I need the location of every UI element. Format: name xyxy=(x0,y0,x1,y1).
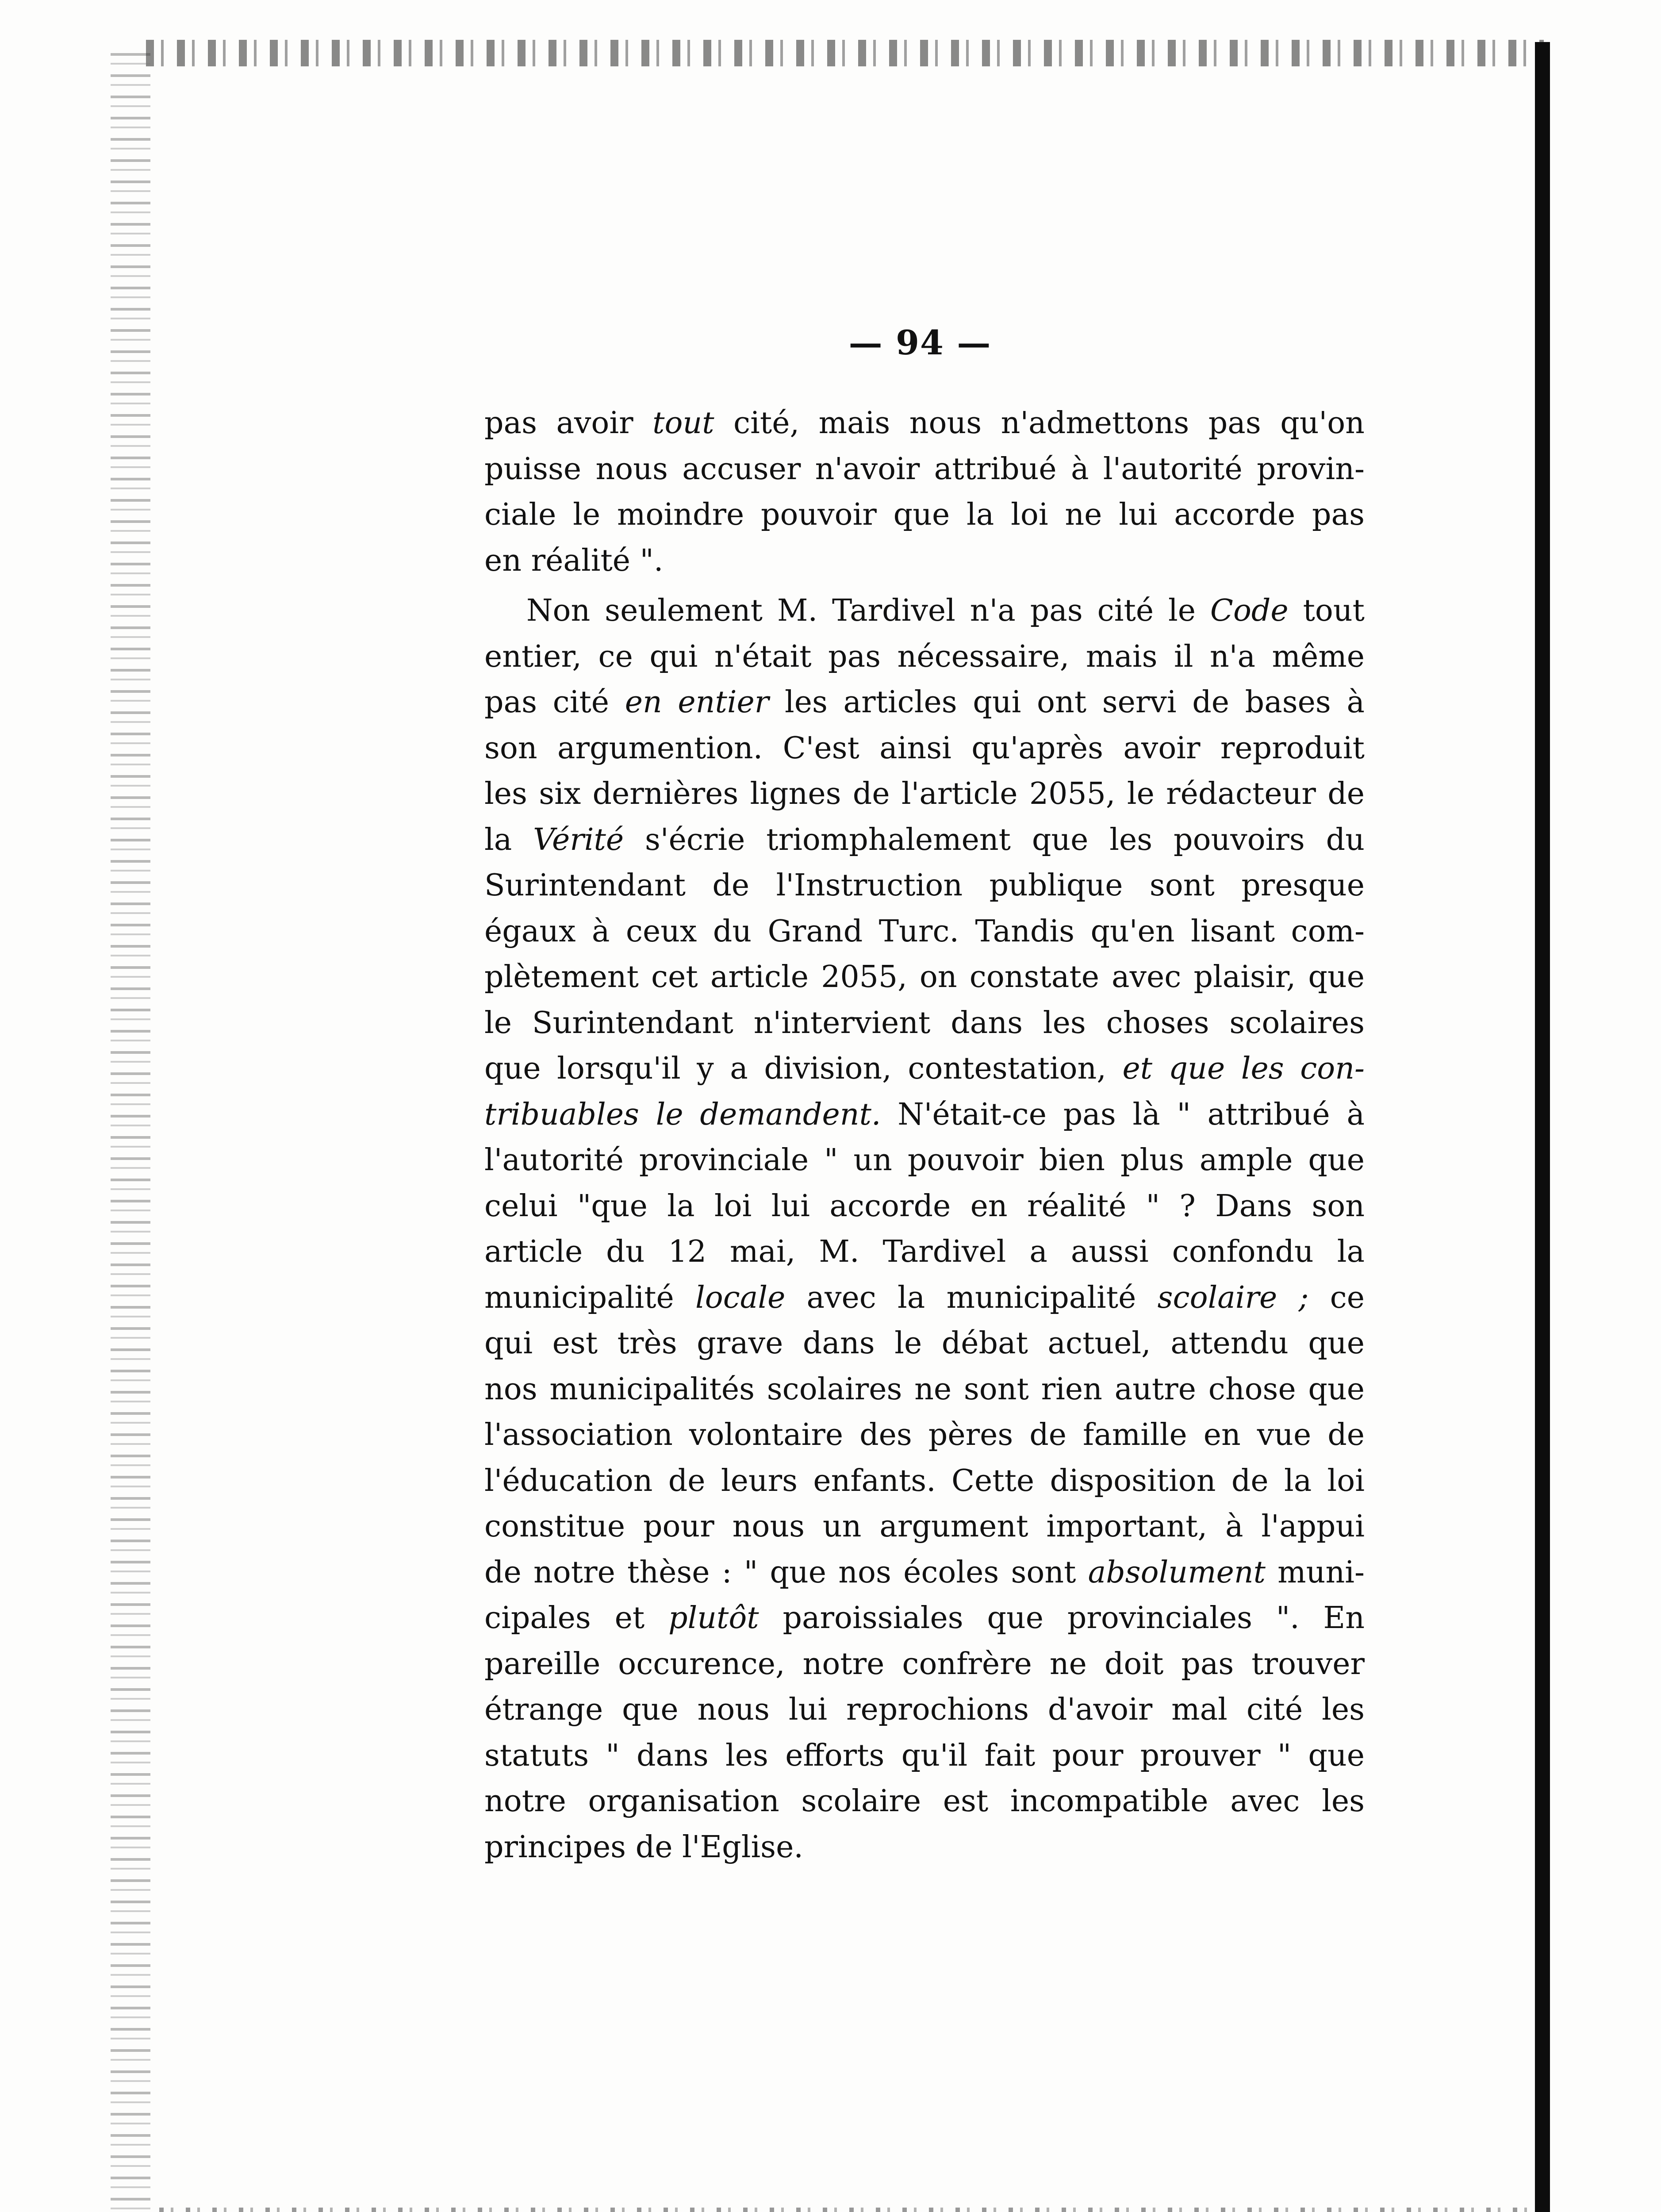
paragraph-2 xyxy=(484,588,1365,1870)
text-line: les six dernières lignes de l'article 2055, le rédacteur de xyxy=(484,776,1365,811)
text-line: égaux à ceux du Grand Turc. Tandis qu'en lisant com- xyxy=(484,914,1365,949)
scan-edge-right xyxy=(1535,42,1550,2212)
text-line: constitue pour nous un argument important, à l'appui xyxy=(484,1509,1365,1544)
text-line: article du 12 mai, M. Tardivel a aussi confondu la xyxy=(484,1234,1365,1269)
scan-edge-bottom xyxy=(159,2208,1531,2212)
text-line: la Vérité s'écrie triomphalement que les pouvoirs du xyxy=(484,822,1365,857)
italic-phrase: scolaire ; xyxy=(1157,1280,1309,1315)
text-line: en réalité ". xyxy=(484,543,664,578)
text-line: pas avoir tout cité, mais nous n'admettons pas qu'on xyxy=(484,406,1365,441)
italic-phrase: Code xyxy=(1210,593,1289,628)
text-line: cipales et plutôt paroissiales que provinciales ". En xyxy=(484,1601,1365,1636)
scan-edge-top xyxy=(146,40,1544,66)
text-line: qui est très grave dans le débat actuel, attendu que xyxy=(484,1326,1365,1361)
text-line: plètement cet article 2055, on constate avec plaisir, que xyxy=(484,960,1365,995)
text-line: pareille occurence, notre confrère ne doit pas trouver xyxy=(484,1646,1365,1682)
text-line: pas cité en entier les articles qui ont servi de bases à xyxy=(484,685,1365,720)
text-line: municipalité locale avec la municipalité scolaire ; ce xyxy=(484,1280,1365,1315)
text-line: celui "que la loi lui accorde en réalité " ? Dans son xyxy=(484,1188,1365,1224)
text-line: statuts " dans les efforts qu'il fait pour prouver " que xyxy=(484,1738,1365,1773)
page-number: — 94 — xyxy=(848,323,992,362)
body-text xyxy=(484,400,1365,1870)
italic-phrase: tribuables le demandent. xyxy=(484,1097,881,1132)
text-line: tribuables le demandent. N'était-ce pas là " attribué à xyxy=(484,1097,1365,1132)
italic-phrase: en entier xyxy=(625,685,769,720)
italic-phrase: et que les con- xyxy=(1122,1051,1365,1086)
paragraph-1 xyxy=(484,400,1365,584)
text-line: l'autorité provinciale " un pouvoir bien plus ample que xyxy=(484,1143,1365,1178)
scan-edge-left xyxy=(111,53,150,2212)
text-line: le Surintendant n'intervient dans les choses scolaires xyxy=(484,1005,1365,1041)
text-line: que lorsqu'il y a division, contestation, et que les con- xyxy=(484,1051,1365,1086)
italic-phrase: Vérité xyxy=(533,822,624,857)
italic-phrase: locale xyxy=(695,1280,786,1315)
text-line: l'association volontaire des pères de famille en vue de xyxy=(484,1417,1365,1452)
text-line: de notre thèse : " que nos écoles sont absolument muni- xyxy=(484,1555,1365,1590)
text-line: principes de l'Eglise. xyxy=(484,1829,803,1865)
text-line: ciale le moindre pouvoir que la loi ne lui accorde pas xyxy=(484,497,1365,532)
text-line: nos municipalités scolaires ne sont rien autre chose que xyxy=(484,1371,1365,1407)
italic-phrase: plutôt xyxy=(668,1601,759,1636)
text-line: notre organisation scolaire est incompatible avec les xyxy=(484,1784,1365,1819)
italic-phrase: tout xyxy=(652,406,714,441)
text-line: Non seulement M. Tardivel n'a pas cité le Code tout xyxy=(526,593,1365,628)
text-line: son argumention. C'est ainsi qu'après avoir reproduit xyxy=(484,730,1365,766)
text-line: l'éducation de leurs enfants. Cette disposition de la loi xyxy=(484,1463,1365,1498)
italic-phrase: absolument xyxy=(1088,1555,1266,1590)
text-line: entier, ce qui n'était pas nécessaire, mais il n'a même xyxy=(484,639,1365,674)
text-line: Surintendant de l'Instruction publique sont presque xyxy=(484,868,1365,903)
text-line: étrange que nous lui reprochions d'avoir mal cité les xyxy=(484,1692,1365,1727)
text-line: puisse nous accuser n'avoir attribué à l'autorité provin- xyxy=(484,451,1365,487)
